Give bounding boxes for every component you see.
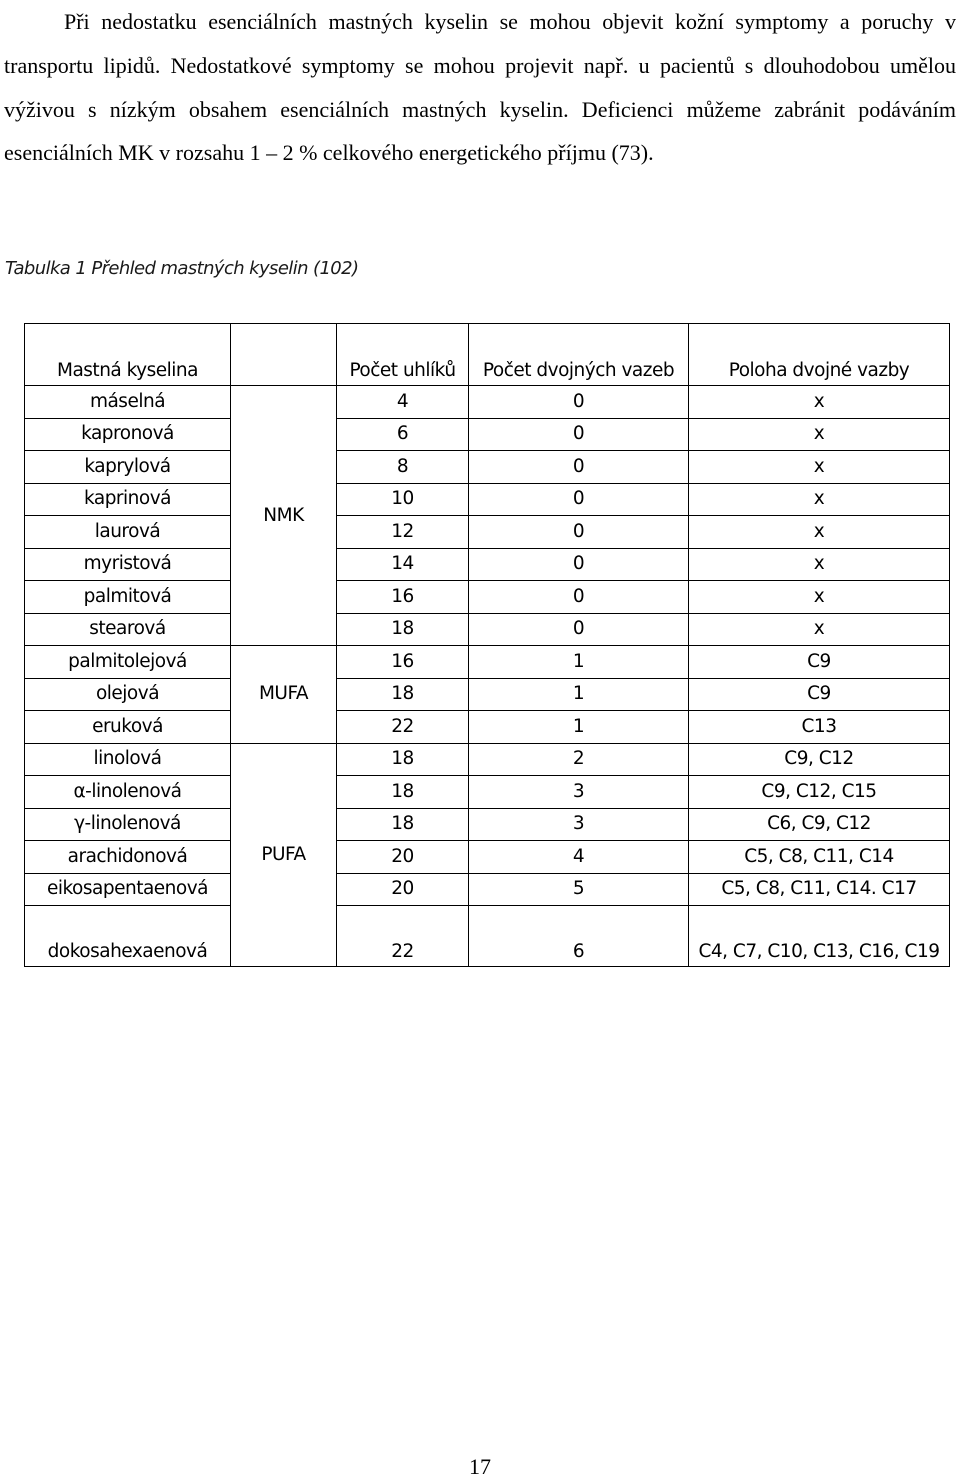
double-bond-count: 0 <box>469 418 689 451</box>
carbon-count: 6 <box>337 418 469 451</box>
double-bond-position: C5, C8, C11, C14 <box>689 841 950 874</box>
double-bond-position: x <box>689 483 950 516</box>
fatty-acids-table <box>24 323 950 967</box>
double-bond-count: 1 <box>469 678 689 711</box>
header-double-bonds: Počet dvojných vazeb <box>469 324 689 386</box>
table-row <box>25 808 950 841</box>
acid-name: kapronová <box>25 418 231 451</box>
table-header-row <box>25 324 950 386</box>
table-row <box>25 386 950 419</box>
double-bond-count: 6 <box>469 906 689 967</box>
table-row <box>25 516 950 549</box>
table-row <box>25 776 950 809</box>
double-bond-count: 0 <box>469 581 689 614</box>
carbon-count: 8 <box>337 451 469 484</box>
table-row <box>25 418 950 451</box>
double-bond-position: x <box>689 613 950 646</box>
carbon-count: 22 <box>337 711 469 744</box>
double-bond-position: C4, C7, C10, C13, C16, C19 <box>689 906 950 967</box>
double-bond-count: 2 <box>469 743 689 776</box>
carbon-count: 18 <box>337 613 469 646</box>
double-bond-position: C9 <box>689 646 950 679</box>
double-bond-count: 4 <box>469 841 689 874</box>
acid-name: linolová <box>25 743 231 776</box>
double-bond-count: 0 <box>469 483 689 516</box>
group-pufa: PUFA <box>231 743 337 967</box>
double-bond-count: 3 <box>469 776 689 809</box>
carbon-count: 12 <box>337 516 469 549</box>
double-bond-count: 0 <box>469 451 689 484</box>
double-bond-count: 1 <box>469 711 689 744</box>
double-bond-count: 0 <box>469 516 689 549</box>
carbon-count: 14 <box>337 548 469 581</box>
double-bond-position: C9, C12 <box>689 743 950 776</box>
carbon-count: 16 <box>337 581 469 614</box>
carbon-count: 18 <box>337 776 469 809</box>
acid-name: stearová <box>25 613 231 646</box>
acid-name: kaprinová <box>25 483 231 516</box>
group-nmk: NMK <box>231 386 337 646</box>
carbon-count: 18 <box>337 678 469 711</box>
double-bond-position: C9 <box>689 678 950 711</box>
acid-name: palmitová <box>25 581 231 614</box>
table-row <box>25 483 950 516</box>
acid-name: myristová <box>25 548 231 581</box>
table-row <box>25 873 950 906</box>
double-bond-count: 3 <box>469 808 689 841</box>
table-row <box>25 711 950 744</box>
acid-name: laurová <box>25 516 231 549</box>
carbon-count: 4 <box>337 386 469 419</box>
acid-name: eruková <box>25 711 231 744</box>
double-bond-count: 0 <box>469 613 689 646</box>
header-position: Poloha dvojné vazby <box>689 324 950 386</box>
double-bond-count: 1 <box>469 646 689 679</box>
group-mufa: MUFA <box>231 646 337 744</box>
acid-name: arachidonová <box>25 841 231 874</box>
table-caption: Tabulka 1 Přehled mastných kyselin (102) <box>5 258 359 279</box>
double-bond-position: C5, C8, C11, C14. C17 <box>689 873 950 906</box>
carbon-count: 10 <box>337 483 469 516</box>
carbon-count: 16 <box>337 646 469 679</box>
carbon-count: 18 <box>337 743 469 776</box>
double-bond-position: x <box>689 548 950 581</box>
carbon-count: 22 <box>337 906 469 967</box>
table-row <box>25 451 950 484</box>
double-bond-count: 5 <box>469 873 689 906</box>
table-row <box>25 613 950 646</box>
table-row <box>25 743 950 776</box>
table-row <box>25 678 950 711</box>
carbon-count: 20 <box>337 873 469 906</box>
header-carbons: Počet uhlíků <box>337 324 469 386</box>
table-row <box>25 581 950 614</box>
table-row <box>25 646 950 679</box>
double-bond-position: x <box>689 451 950 484</box>
acid-name: olejová <box>25 678 231 711</box>
page-number: 17 <box>469 1454 491 1479</box>
table-row <box>25 548 950 581</box>
acid-name: eikosapentaenová <box>25 873 231 906</box>
double-bond-position: x <box>689 418 950 451</box>
acid-name: γ-linolenová <box>25 808 231 841</box>
double-bond-position: C13 <box>689 711 950 744</box>
carbon-count: 20 <box>337 841 469 874</box>
table-row <box>25 841 950 874</box>
double-bond-position: x <box>689 581 950 614</box>
double-bond-position: C9, C12, C15 <box>689 776 950 809</box>
carbon-count: 18 <box>337 808 469 841</box>
acid-name: máselná <box>25 386 231 419</box>
acid-name: α-linolenová <box>25 776 231 809</box>
double-bond-count: 0 <box>469 548 689 581</box>
header-group <box>231 324 337 386</box>
double-bond-count: 0 <box>469 386 689 419</box>
table-row <box>25 906 950 967</box>
double-bond-position: x <box>689 386 950 419</box>
header-acid: Mastná kyselina <box>25 324 231 386</box>
acid-name: kaprylová <box>25 451 231 484</box>
acid-name: palmitolejová <box>25 646 231 679</box>
double-bond-position: C6, C9, C12 <box>689 808 950 841</box>
body-paragraph: Při nedostatku esenciálních mastných kyselin se mohou objevit kožní symptomy a poruchy v transportu lipidů. Nedostatkové symptomy se mohou projevit např. u pacientů s dlouhodobou umělou výživou s nízkým obsahem esenciálních mastných kyselin. Deficienci můžeme zabránit podáváním esenciálních MK v rozsahu 1 – 2 % celkového energetického příjmu (73). <box>4 9 956 166</box>
double-bond-position: x <box>689 516 950 549</box>
acid-name: dokosahexaenová <box>25 906 231 967</box>
